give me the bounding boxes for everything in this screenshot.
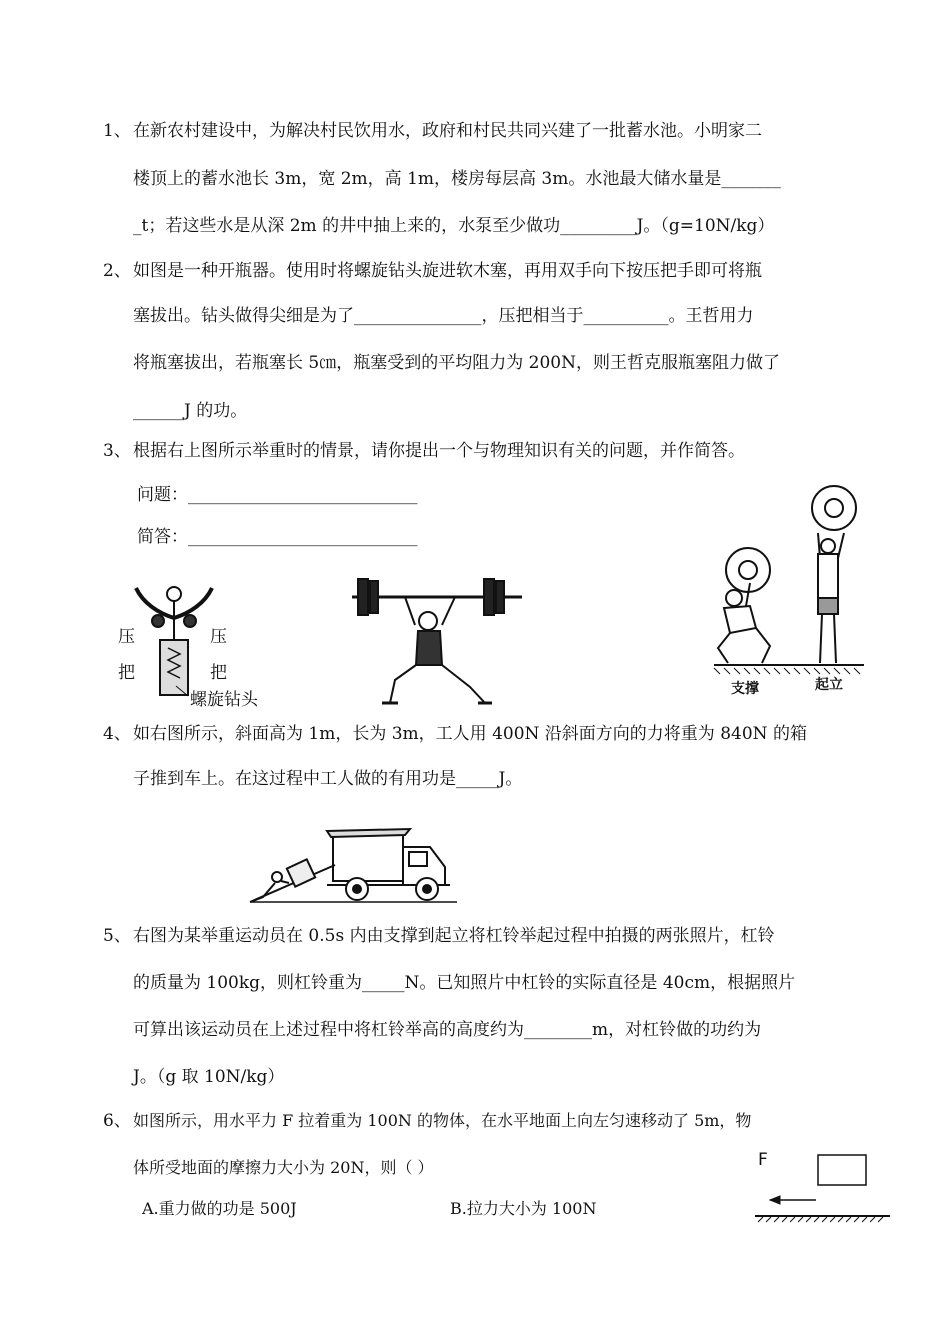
q6-line-1: 如图所示，用水平力 F 拉着重为 100N 的物体，在水平地面上向左匀速移动了 5m，物 [133,1111,752,1130]
q6-number: 6、 [103,1111,131,1131]
q5-line-1: 右图为某举重运动员在 0.5s 内由支撑到起立将杠铃举起过程中拍摄的两张照片，杠铃 [133,926,775,946]
q3-number: 3、 [103,441,131,461]
q5-line-4: J。（g 取 10N/kg） [133,1067,285,1087]
q3-line-1: 根据右上图所示举重时的情景，请你提出一个与物理知识有关的问题，并作简答。 [133,441,745,461]
weightlifter-figure [350,575,530,710]
q1-line-3: _t；若这些水是从深 2m 的井中抽上来的，水泵至少做功_________J。（g=10N/kg） [133,216,775,236]
q3-answer-blank: 简答：___________________________ [137,527,418,547]
q4-line-1: 如右图所示，斜面高为 1m，长为 3m，工人用 400N 沿斜面方向的力将重为 840N 的箱 [133,724,807,744]
opener-label-drill: 螺旋钻头 [190,690,258,710]
lifter-label-stand: 起立 [815,677,843,693]
q2-number: 2、 [103,261,131,281]
opener-label-press-left-2: 把 [118,663,135,683]
bottle-opener-icon [136,587,212,696]
q1-number: 1、 [103,121,131,141]
q2-line-2: 塞拔出。钻头做得尖细是为了_______________，压把相当于__________。王哲用力 [133,306,754,326]
truck-ramp-figure [245,825,460,907]
q1-line-2: 楼顶上的蓄水池长 3m，宽 2m，高 1m，楼房每层高 3m。水池最大储水量是_______ [133,169,781,189]
q5-number: 5、 [103,926,131,946]
q2-line-4: ______J 的功。 [133,401,248,421]
q2-line-1: 如图是一种开瓶器。使用时将螺旋钻头旋进软木塞，再用双手向下按压把手即可将瓶 [133,261,762,281]
force-label: F [758,1150,768,1170]
q5-line-2: 的质量为 100kg，则杠铃重为_____N。已知照片中杠铃的实际直径是 40cm，根据照片 [133,973,796,993]
q2-line-3: 将瓶塞拔出，若瓶塞长 5㎝，瓶塞受到的平均阻力为 200N，则王哲克服瓶塞阻力做了 [133,353,780,373]
opener-label-press-right-1: 压 [210,627,227,647]
opener-label-press-right-2: 把 [210,663,227,683]
q3-question-blank: 问题：___________________________ [137,485,418,505]
force-diagram [750,1150,895,1225]
lifter-photos-figure [710,478,870,688]
force-arrow-icon [755,1155,890,1222]
truck-ramp-icon [250,829,457,902]
weightlifter-icon [352,579,522,703]
q4-number: 4、 [103,724,131,744]
q1-line-1: 在新农村建设中，为解决村民饮用水，政府和村民共同兴建了一批蓄水池。小明家二 [133,121,762,141]
lifter-photos-icon [714,486,864,674]
q5-line-3: 可算出该运动员在上述过程中将杠铃举高的高度约为________m，对杠铃做的功约为 [133,1020,762,1040]
q4-line-2: 子推到车上。在这过程中工人做的有用功是_____J。 [133,769,523,789]
lifter-label-support: 支撑 [731,681,759,697]
q6-option-b: B.拉力大小为 100N [450,1199,597,1218]
q6-option-a: A.重力做的功是 500J [142,1199,297,1218]
q6-line-2: 体所受地面的摩擦力大小为 20N，则（ ） [133,1158,434,1177]
opener-label-press-left-1: 压 [118,627,135,647]
